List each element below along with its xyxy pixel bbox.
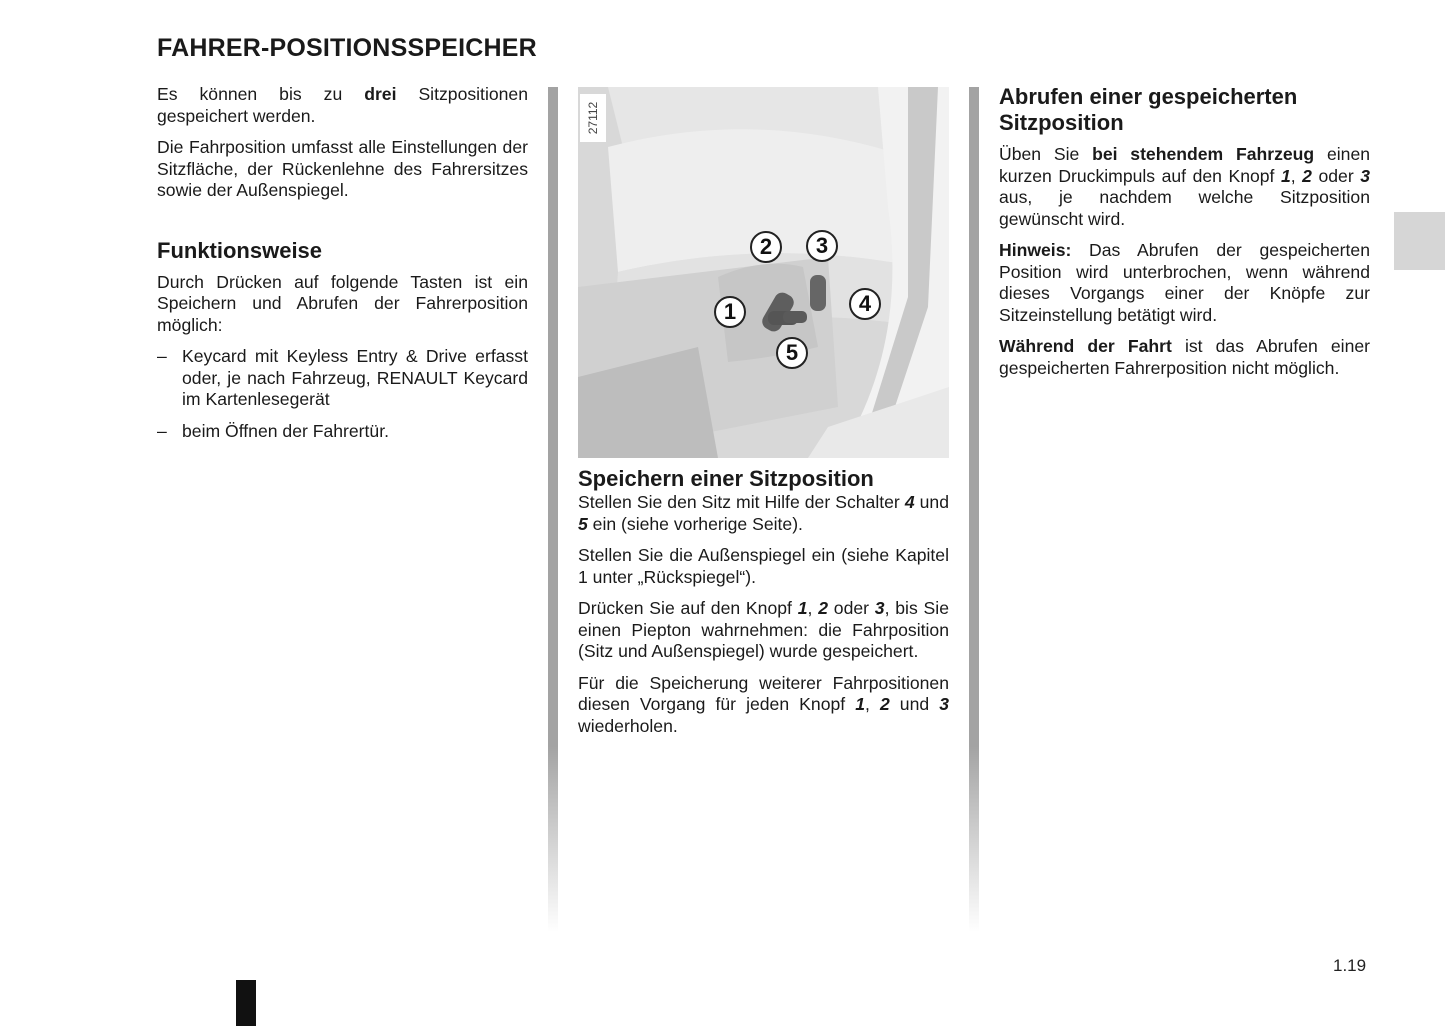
section-heading-speichern: Speichern einer Sitzposition <box>578 466 874 491</box>
callout-3: 3 <box>806 230 838 262</box>
callout-5: 5 <box>776 337 808 369</box>
chapter-tab <box>1394 212 1445 270</box>
store-step-4: Für die Speicherung weiterer Fahrpositionen diesen Vorgang für jeden Knopf 1, 2 und 3 wiederholen. <box>578 672 950 736</box>
seat-illustration <box>578 87 949 458</box>
list-item: – beim Öffnen der Fahrertür. <box>157 421 528 443</box>
store-step-2: Stellen Sie die Außenspiegel ein (siehe Kapitel 1 unter „Rückspiegel“). <box>578 545 949 587</box>
callout-1: 1 <box>714 296 746 328</box>
callout-2: 2 <box>750 231 782 263</box>
recall-column <box>999 84 1370 389</box>
store-step-3: Drücken Sie auf den Knopf 1, 2 oder 3, bis Sie einen Piepton wahrnehmen: die Fahrposition (Sitz und Außenspiegel) wurde gespeichert. <box>578 598 949 661</box>
column-divider <box>548 87 558 932</box>
intro-column <box>157 84 528 452</box>
store-step-1: Stellen Sie den Sitz mit Hilfe der Schalter 4 und 5 ein (siehe vorherige Seite). <box>578 492 949 534</box>
section-heading-abrufen: Abrufen einer gespeicherten Sitzposition <box>999 84 1298 135</box>
page-number: 1.19 <box>1333 956 1367 975</box>
note-paragraph: Hinweis: Das Abrufen der gespeicherten Position wird unterbrochen, wenn während dieses Vorgangs einer der Knöpfe zur Sitzeinstellung betätigt wird. <box>999 240 1370 325</box>
seat-switch-icon <box>810 275 826 311</box>
callout-4: 4 <box>849 288 881 320</box>
intro-paragraph: Es können bis zu drei Sitzpositionen gespeichert werden. <box>157 84 528 126</box>
figure-reference-label: 27112 <box>580 94 606 142</box>
scope-paragraph: Die Fahrposition umfasst alle Einstellungen der Sitzfläche, der Rückenlehne des Fahrersitzes sowie der Außenspiegel. <box>157 137 528 200</box>
column-divider <box>969 87 979 932</box>
print-crop-mark <box>236 980 256 1026</box>
page-title: FAHRER-POSITIONSSPEICHER <box>157 34 537 62</box>
recall-paragraph: Üben Sie bei stehendem Fahrzeug einen kurzen Druckimpuls auf den Knopf 1, 2 oder 3 aus, je nachdem welche Sitzposition gewünscht wird. <box>999 144 1371 229</box>
section-heading-funktionsweise: Funktionsweise <box>157 237 323 263</box>
store-column <box>578 466 949 747</box>
driving-paragraph: Während der Fahrt ist das Abrufen einer gespeicherten Fahrerposition nicht möglich. <box>999 336 1370 378</box>
function-paragraph: Durch Drücken auf folgende Tasten ist ein Speichern und Abrufen der Fahrerposition möglich: <box>157 271 528 335</box>
list-item: – Keycard mit Keyless Entry & Drive erfasst oder, je nach Fahrzeug, RENAULT Keycard im Kartenlesegerät <box>157 346 528 411</box>
trigger-list <box>157 346 528 442</box>
seat-switch-icon <box>783 311 807 323</box>
